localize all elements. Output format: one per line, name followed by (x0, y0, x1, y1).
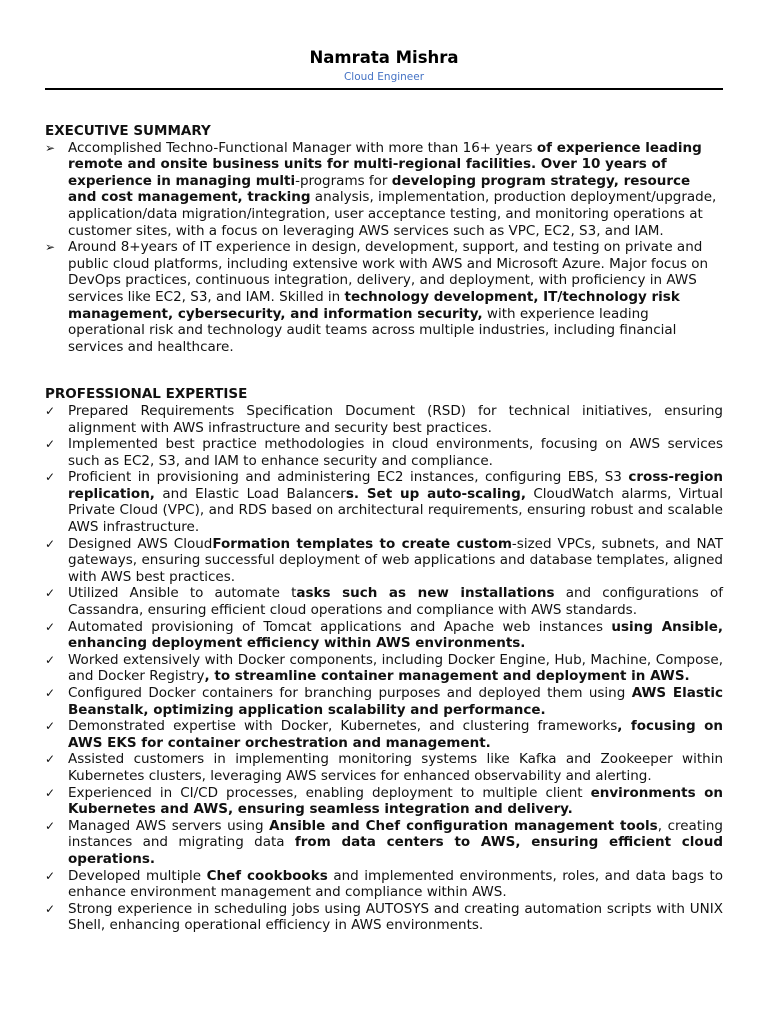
expertise-item-text (68, 536, 723, 586)
arrow-bullet-icon: ➢ (45, 240, 56, 255)
bold-text-run: Ansible and Chef configuration management tools (269, 817, 658, 834)
expertise-item-text (68, 436, 723, 469)
text-run: Automated provisioning of Tomcat applications and Apache web instances (68, 618, 612, 635)
expertise-item (45, 652, 723, 685)
expertise-item (45, 718, 723, 751)
bold-text-run: technology development, IT/technology risk management, cybersecurity, and information security, (68, 288, 680, 322)
section-spacer (45, 355, 723, 386)
bold-text-run: from data centers to AWS, ensuring efficient cloud operations. (68, 834, 723, 867)
text-run: and configurations of Cassandra, ensuring efficient cloud operations and compliance with AWS standards. (68, 585, 723, 619)
text-run: Proficient in provisioning and administering EC2 instances, configuring EBS, S3 (68, 469, 629, 486)
text-run: -programs for (295, 172, 392, 189)
text-run: Prepared Requirements Specification Document (RSD) for technical initiatives, ensuring alignment with AWS infrastructure and security best practices. (68, 402, 723, 436)
expertise-item-text (68, 585, 723, 618)
bold-text-run: environments on Kubernetes and AWS, ensuring seamless integration and delivery. (68, 784, 723, 818)
checkmark-bullet-icon: ✓ (45, 901, 56, 916)
bold-text-run: AWS Elastic Beanstalk, optimizing application scalability and performance. (68, 685, 723, 718)
text-run: Experienced in CI/CD processes, enabling deployment to multiple client (68, 784, 591, 801)
checkmark-bullet-icon: ✓ (45, 719, 56, 734)
expertise-item (45, 469, 723, 535)
expertise-item (45, 685, 723, 718)
expertise-item-text (68, 785, 723, 818)
expertise-item-text (68, 868, 723, 901)
checkmark-bullet-icon: ✓ (45, 785, 56, 800)
bold-text-run: cross-region replication, (68, 469, 723, 502)
candidate-name: Namrata Mishra (309, 48, 459, 67)
arrow-bullet-icon: ➢ (45, 140, 56, 155)
expertise-item-text (68, 751, 723, 784)
text-run: Around 8+years of IT experience in design, development, support, and testing on private and public cloud platforms, including extensive work with AWS and Microsoft Azure. Major focus on DevOps practices, continuous integration, delivery, and deployment, with proficiency in AWS services like EC2, S3, and IAM. Skilled in (68, 239, 709, 305)
expertise-item (45, 868, 723, 901)
expertise-item-text (68, 652, 723, 685)
expertise-item-text (68, 818, 723, 868)
executive-summary-list (45, 140, 723, 356)
text-run: Demonstrated expertise with Docker, Kubernetes, and clustering frameworks (68, 718, 618, 735)
checkmark-bullet-icon: ✓ (45, 752, 56, 767)
expertise-item (45, 619, 723, 652)
bold-text-run: Formation templates to create custom (212, 535, 512, 552)
text-run: Worked extensively with Docker components, including Docker Engine, Hub, Machine, Compose, and Docker Registry (68, 651, 723, 685)
text-run: Designed AWS Cloud (68, 535, 213, 552)
expertise-item (45, 403, 723, 436)
expertise-item (45, 436, 723, 469)
bold-text-run: , focusing on AWS EKS for container orchestration and management. (68, 718, 723, 751)
expertise-item (45, 751, 723, 784)
professional-expertise-list (45, 403, 723, 934)
bold-text-run: Chef cookbooks (206, 867, 328, 884)
expertise-item-text (68, 403, 723, 436)
bold-text-run: of experience leading remote and onsite business units for multi-regional facilities. Over 10 years of experience in managing multi (68, 139, 702, 189)
expertise-item (45, 536, 723, 586)
bold-text-run: s. Set up auto-scaling, (345, 485, 526, 502)
checkmark-bullet-icon: ✓ (45, 403, 56, 418)
header-divider (45, 88, 723, 90)
text-run: and Elastic Load Balancer (154, 485, 346, 502)
expertise-item-text (68, 718, 723, 751)
checkmark-bullet-icon: ✓ (45, 536, 56, 551)
text-run: Managed AWS servers using (68, 817, 270, 834)
expertise-item (45, 818, 723, 868)
bold-text-run: using Ansible, enhancing deployment efficiency within AWS environments. (68, 618, 724, 652)
text-run: Developed multiple (68, 867, 207, 884)
text-run: Implemented best practice methodologies in cloud environments, focusing on AWS services such as EC2, S3, and IAM to enhance security and compliance. (68, 436, 723, 469)
summary-item (45, 239, 723, 355)
expertise-item (45, 901, 723, 934)
checkmark-bullet-icon: ✓ (45, 619, 56, 634)
bold-text-run: , to streamline container management and deployment in AWS. (204, 668, 690, 685)
checkmark-bullet-icon: ✓ (45, 686, 56, 700)
text-run: Utilized Ansible to automate t (68, 585, 297, 602)
text-run: -sized VPCs, subnets, and NAT gateways, ensuring successful deployment of web applications and database templates, aligned with AWS best practices. (68, 535, 723, 585)
text-run: CloudWatch alarms, Virtual Private Cloud (VPC), and RDS based on architectural requirements, ensuring robust and scalable AWS infrastructure. (68, 485, 723, 536)
summary-item (45, 140, 723, 240)
checkmark-bullet-icon: ✓ (45, 868, 56, 883)
checkmark-bullet-icon: ✓ (45, 470, 56, 485)
text-run: analysis, implementation, production deployment/upgrade, application/data migration/integration, user acceptance testing, and monitoring operations at customer sites, with a focus on leveraging AWS services such as VPC, EC2, S3, and IAM. (68, 189, 717, 239)
summary-item-text (68, 140, 723, 240)
text-run: with experience leading operational risk and technology audit teams across multiple industries, including financial services and healthcare. (68, 305, 677, 355)
text-run: Strong experience in scheduling jobs using AUTOSYS and creating automation scripts with UNIX Shell, enhancing operational efficiency in AWS environments. (68, 900, 723, 934)
checkmark-bullet-icon: ✓ (45, 652, 56, 667)
executive-summary-heading: EXECUTIVE SUMMARY (45, 123, 211, 139)
checkmark-bullet-icon: ✓ (45, 586, 56, 601)
expertise-item-text (68, 469, 723, 535)
expertise-item-text (68, 901, 723, 934)
summary-item-text (68, 239, 723, 355)
bold-text-run: asks such as new installations (296, 585, 555, 602)
text-run: Accomplished Techno-Functional Manager with more than 16+ years (68, 139, 537, 156)
expertise-item-text (68, 619, 723, 652)
text-run: and implemented environments, roles, and data bags to enhance environment management and compliance within AWS. (68, 867, 723, 901)
checkmark-bullet-icon: ✓ (45, 818, 56, 833)
resume-body (45, 123, 723, 934)
expertise-item (45, 585, 723, 618)
job-title: Cloud Engineer (343, 71, 425, 83)
expertise-item (45, 785, 723, 818)
checkmark-bullet-icon: ✓ (45, 437, 56, 452)
resume-header (0, 48, 768, 83)
text-run: Assisted customers in implementing monitoring systems like Kafka and Zookeeper within Kubernetes clusters, leveraging AWS services for enhanced observability and alerting. (68, 751, 723, 784)
expertise-item-text (68, 685, 723, 718)
text-run: , creating instances and migrating data (68, 817, 723, 851)
professional-expertise-heading: PROFESSIONAL EXPERTISE (45, 386, 248, 403)
bold-text-run: developing program strategy, resource and cost management, tracking (68, 172, 691, 206)
text-run: Configured Docker containers for branching purposes and deployed them using (68, 685, 632, 701)
